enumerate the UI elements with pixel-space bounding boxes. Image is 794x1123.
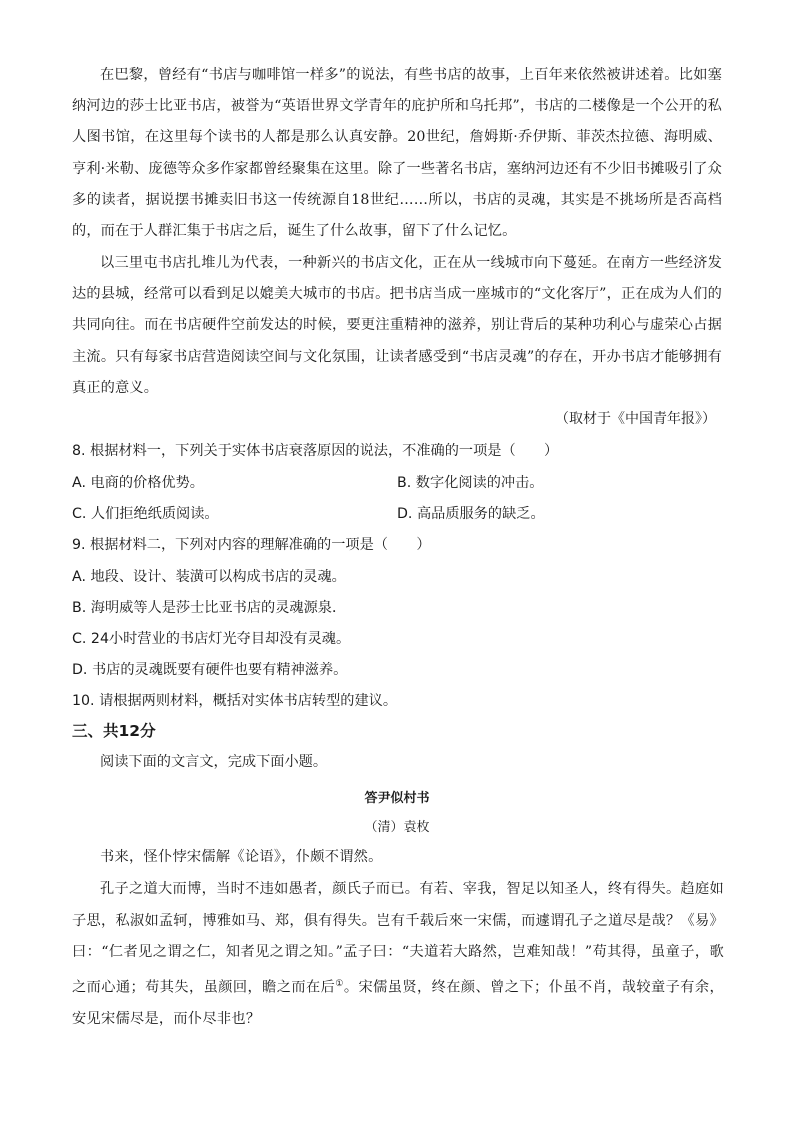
passage-paragraph-2: 以三里屯书店扎堆儿为代表，一种新兴的书店文化，正在从一线城市向下蔓延。在南方一些经济发达的县城，经常可以看到足以媲美大城市的书店。把书店当成一座城市的“文化客厅”，正在成为人们的共同向往。而在书店硬件空前发达的时候，要更注重精神的滋养，别让背后的某种功利心与虚荣心占据主流。只有每家书店营造阅读空间与文化氛围，让读者感受到“书店灵魂”的存在，开办书店才能够拥有真正的意义。 [72,255,722,396]
passage-paragraph-1: 在巴黎，曾经有“书店与咖啡馆一样多”的说法，有些书店的故事，上百年来依然被讲述着。比如塞纳河边的莎士比亚书店，被誉为“英语世界文学青年的庇护所和乌托邦”，书店的二楼像是一个公开的私人图书馆，在这里每个读书的人都是那么认真安静。20世纪，詹姆斯·乔伊斯、菲茨杰拉德、海明威、亨利·米勒、庞德等众多作家都曾经聚集在这里。除了一些著名书店，塞纳河边还有不少旧书摊吸引了众多的读者，据说摆书摊卖旧书这一传统源自18世纪……所以，书店的灵魂，其实是不挑场所是否高档的，而在于人群汇集于书店之后，诞生了什么故事，留下了什么记忆。 [72,67,722,240]
question-8-option-d: D. 高品质服务的缺乏。 [397,506,545,522]
question-10-stem: 10. 请根据两则材料，概括对实体书店转型的建议。 [72,693,398,709]
question-8-option-a: A. 电商的价格优势。 [72,475,204,491]
footnote-marker: ① [335,978,344,989]
question-8-option-b: B. 数字化阅读的冲击。 [397,475,544,491]
question-9-option-c: C. 24小时营业的书店灯光夺目却没有灵魂。 [72,631,351,647]
question-9-option-b: B. 海明威等人是莎士比亚书店的灵魂源泉． [72,600,347,616]
question-9-option-a: A. 地段、设计、装潢可以构成书店的灵魂。 [72,569,346,585]
classical-paragraph-1: 书来，怪仆悖宋儒解《论语》，仆颇不谓然。 [100,849,383,865]
classical-paragraph-2-part-2: 。宋儒虽贤，终在颜、曾之下；仆虽不肖，哉较童子有余，安见宋儒尽是，而仆尽非也？ [72,979,724,1027]
classical-text-author: （清）袁枚 [364,820,430,835]
question-9-stem: 9. 根据材料二，下列对内容的理解准确的一项是（ ） [72,537,431,553]
section-heading: 三、共12分 [72,722,156,740]
question-9-option-d: D. 书店的灵魂既要有硬件也要有精神滋养。 [72,662,348,678]
classical-paragraph-2-part-1: 孔子之道大而博，当时不违如愚者，颜氏子而已。有若、宰我，智足以知圣人，终有得失。趋庭如子思，私淑如孟轲，博雅如马、郑，俱有得失。岂有千载后來一宋儒，而遽谓孔子之道尽是哉？《易》曰：“仁者见之谓之仁，知者见之谓之知。”孟子曰：“夫道若大路然，岂难知哉！”苟其得，虽童子，歌之而心通；苟其失，虽颜回，瞻之而在后 [72,881,724,996]
question-8-option-c: C. 人们拒绝纸质阅读。 [72,506,219,522]
passage-source: （取材于《中国青年报》） [555,411,716,427]
question-8-stem: 8. 根据材料一，下列关于实体书店衰落原因的说法，不准确的一项是（ ） [72,443,559,459]
section-instruction: 阅读下面的文言文，完成下面小题。 [100,754,328,770]
classical-text-title: 答尹似村书 [364,791,430,806]
classical-paragraph-2 [72,874,724,1035]
